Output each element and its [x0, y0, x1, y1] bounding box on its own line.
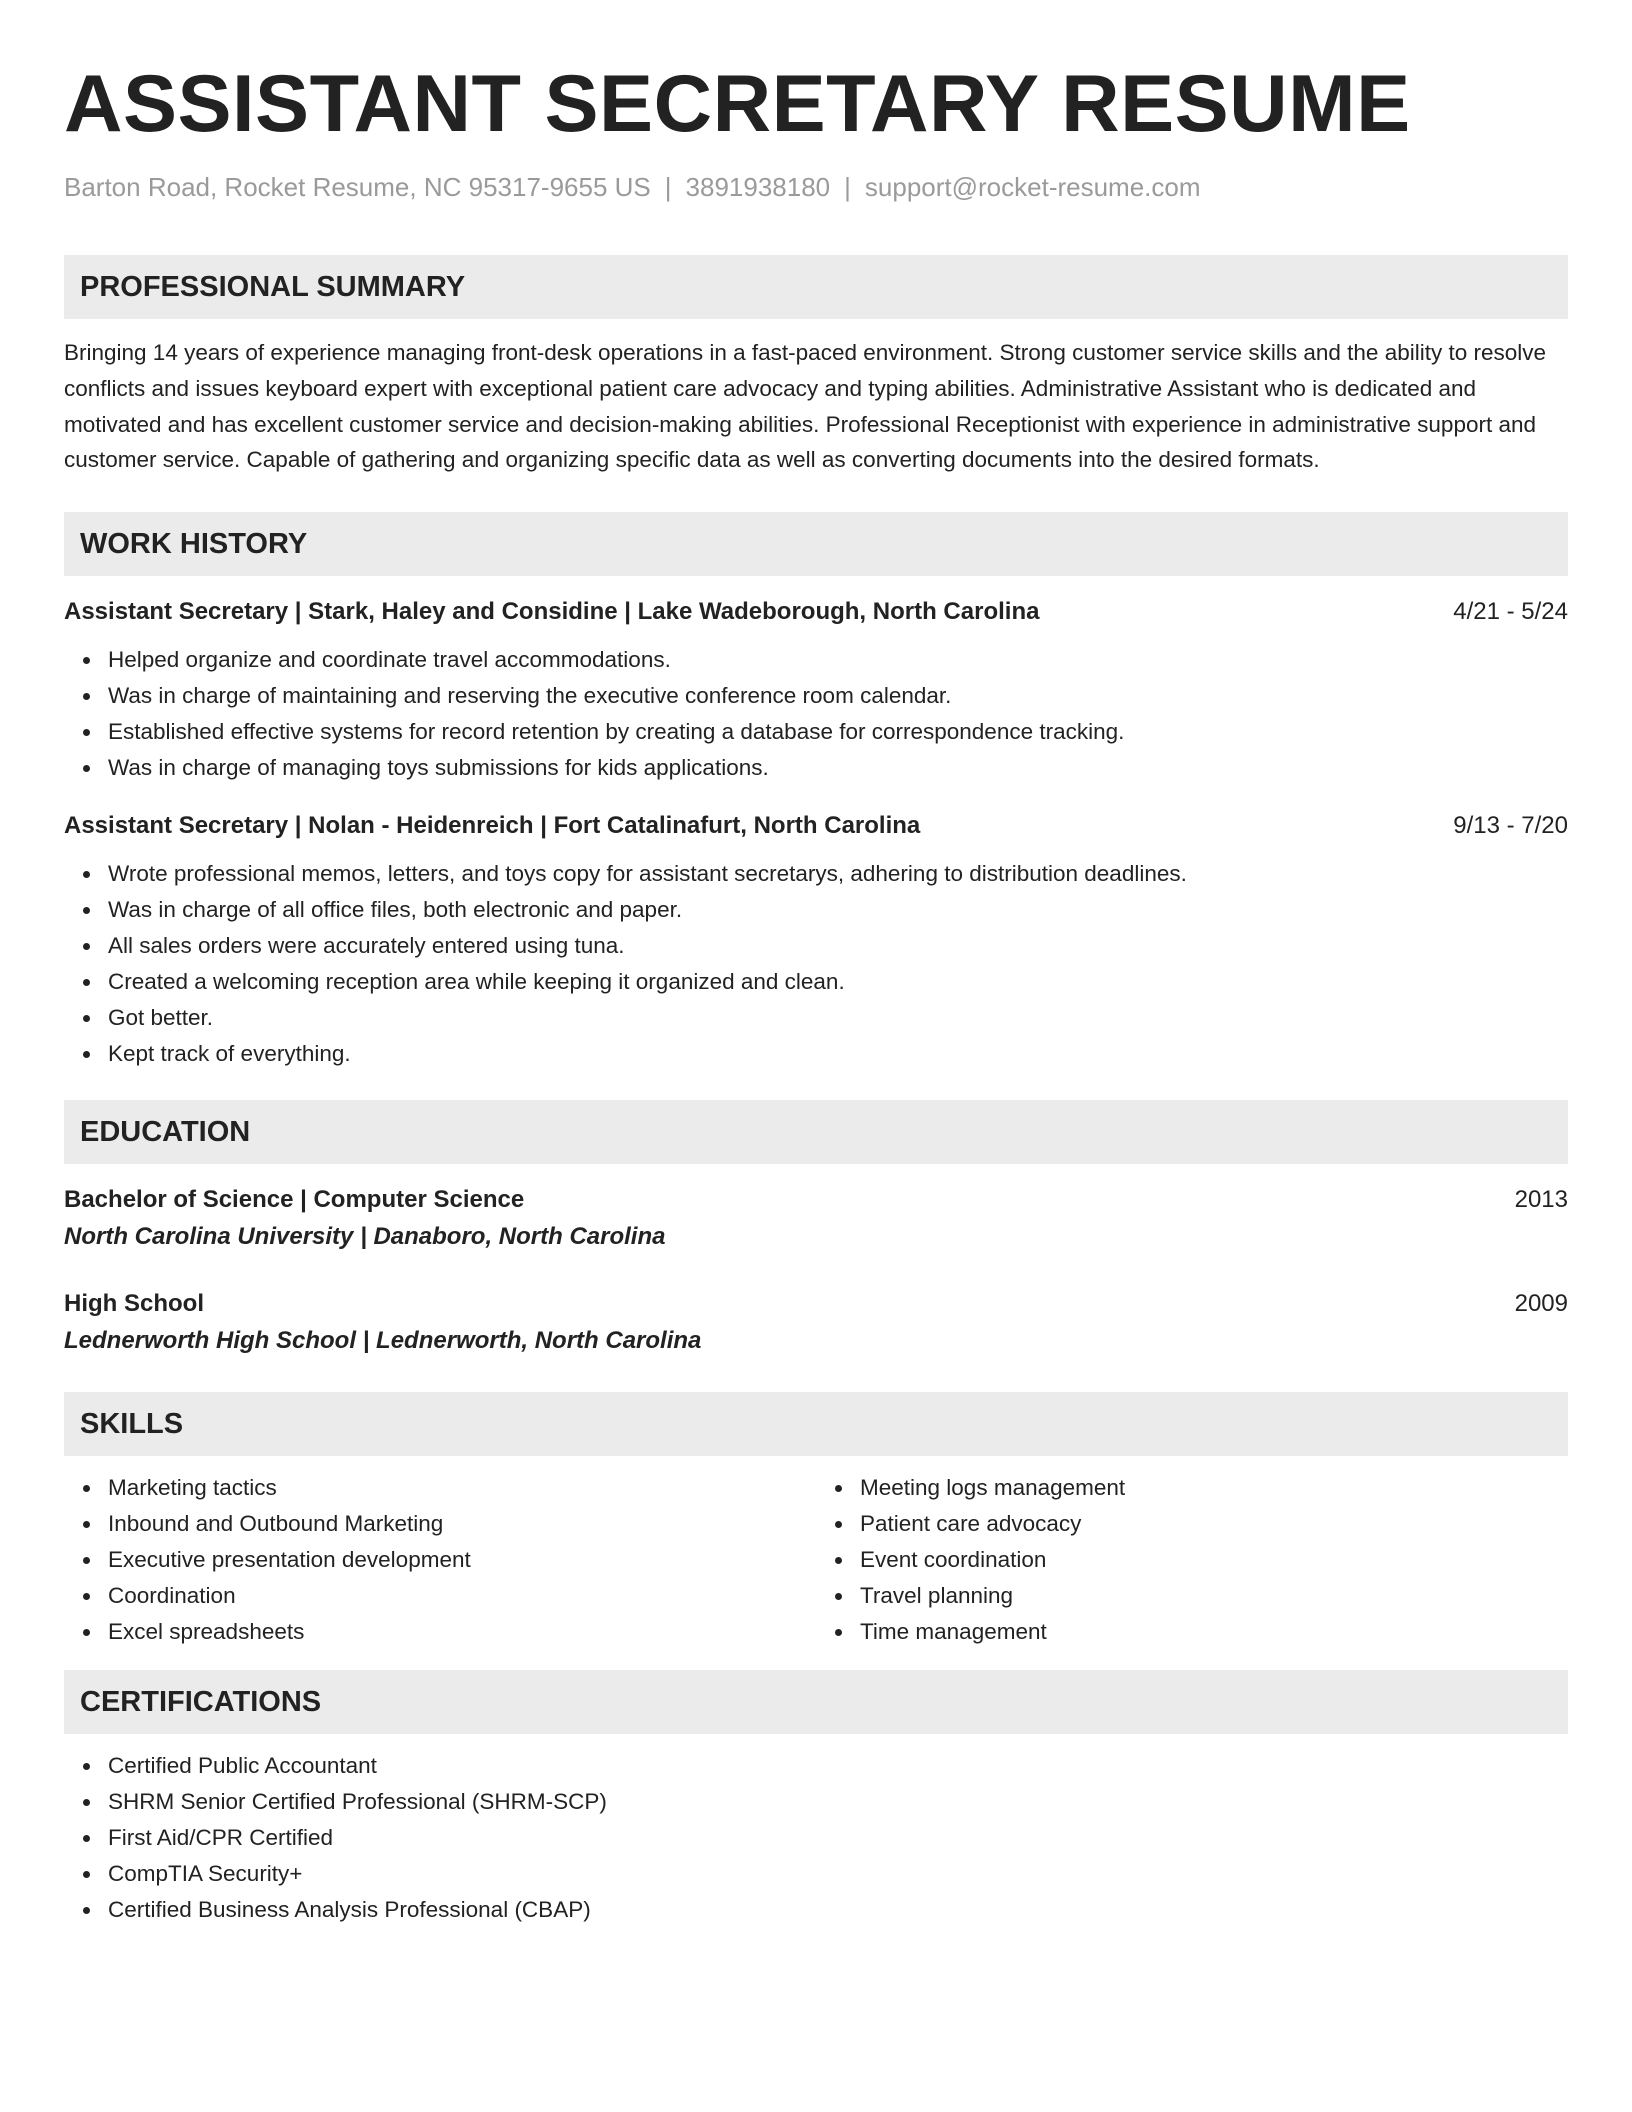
skill-item: Inbound and Outbound Marketing	[108, 1506, 816, 1542]
job-header-row	[64, 596, 1568, 628]
job-dates: 9/13 - 7/20	[1453, 812, 1568, 840]
certification-item: First Aid/CPR Certified	[108, 1820, 1568, 1856]
education-degree: High School	[64, 1290, 204, 1318]
education-year: 2013	[1514, 1186, 1568, 1214]
job-title: Assistant Secretary | Nolan - Heidenreich | Fort Catalinafurt, North Carolina	[64, 812, 921, 840]
skills-columns	[64, 1470, 1568, 1650]
skill-item: Time management	[860, 1614, 1568, 1650]
work-history-heading: WORK HISTORY	[64, 512, 1568, 576]
job-entry	[64, 596, 1568, 786]
job-bullet: Established effective systems for record retention by creating a database for correspondence tracking.	[108, 714, 1568, 750]
summary-text: Bringing 14 years of experience managing front-desk operations in a fast-paced environment. Strong customer service skills and the ability to resolve conflicts and issues keyboard expert with exceptional patient care advocacy and typing abilities. Administrative Assistant who is dedicated and motivated and has excellent customer service and decision-making abilities. Professional Receptionist with experience in administrative support and customer service. Capable of gathering and organizing specific data as well as converting documents into the desired formats.	[64, 340, 1547, 473]
contact-address: Barton Road, Rocket Resume, NC 95317-9655 US	[64, 172, 651, 202]
education-year: 2009	[1514, 1290, 1568, 1318]
contact-email: support@rocket-resume.com	[864, 172, 1201, 202]
contact-separator: |	[844, 172, 851, 202]
job-title: Assistant Secretary | Stark, Haley and Considine | Lake Wadeborough, North Carolina	[64, 598, 1040, 626]
job-bullet: Was in charge of managing toys submissions for kids applications.	[108, 750, 1568, 786]
job-bullet: Was in charge of maintaining and reserving the executive conference room calendar.	[108, 678, 1568, 714]
certification-item: CompTIA Security+	[108, 1856, 1568, 1892]
job-bullet-list	[64, 642, 1568, 786]
certification-item: SHRM Senior Certified Professional (SHRM-SCP)	[108, 1784, 1568, 1820]
skills-heading: SKILLS	[64, 1392, 1568, 1456]
skill-item: Executive presentation development	[108, 1542, 816, 1578]
skill-item: Patient care advocacy	[860, 1506, 1568, 1542]
certifications-heading: CERTIFICATIONS	[64, 1670, 1568, 1734]
certification-item: Certified Public Accountant	[108, 1748, 1568, 1784]
skills-list-left	[64, 1470, 816, 1650]
certifications-list	[64, 1748, 1568, 1928]
skill-item: Travel planning	[860, 1578, 1568, 1614]
skill-item: Coordination	[108, 1578, 816, 1614]
skill-item: Event coordination	[860, 1542, 1568, 1578]
education-entry	[64, 1288, 1568, 1358]
certification-item: Certified Business Analysis Professional (CBAP)	[108, 1892, 1568, 1928]
education-header-row	[64, 1184, 1568, 1216]
skill-item: Excel spreadsheets	[108, 1614, 816, 1650]
job-bullet: Got better.	[108, 1000, 1568, 1036]
job-bullet: Wrote professional memos, letters, and toys copy for assistant secretarys, adhering to distribution deadlines.	[108, 856, 1568, 892]
contact-line	[64, 170, 1568, 204]
skill-item: Meeting logs management	[860, 1470, 1568, 1506]
contact-phone: 3891938180	[685, 172, 831, 202]
job-header-row	[64, 810, 1568, 842]
skills-list-right	[816, 1470, 1568, 1650]
education-heading: EDUCATION	[64, 1100, 1568, 1164]
job-bullet-list	[64, 856, 1568, 1072]
job-bullet: Was in charge of all office files, both electronic and paper.	[108, 892, 1568, 928]
job-bullet: Helped organize and coordinate travel accommodations.	[108, 642, 1568, 678]
skill-item: Marketing tactics	[108, 1470, 816, 1506]
resume-title: ASSISTANT SECRETARY RESUME	[64, 59, 1411, 149]
job-bullet: Created a welcoming reception area while keeping it organized and clean.	[108, 964, 1568, 1000]
job-bullet: Kept track of everything.	[108, 1036, 1568, 1072]
summary-heading: PROFESSIONAL SUMMARY	[64, 255, 1568, 319]
education-header-row	[64, 1288, 1568, 1320]
contact-separator: |	[664, 172, 672, 202]
job-dates: 4/21 - 5/24	[1453, 598, 1568, 626]
education-school: North Carolina University | Danaboro, North Carolina	[64, 1223, 666, 1251]
education-entry	[64, 1184, 1568, 1254]
education-school: Lednerworth High School | Lednerworth, North Carolina	[64, 1327, 702, 1355]
job-bullet: All sales orders were accurately entered using tuna.	[108, 928, 1568, 964]
job-entry	[64, 810, 1568, 1072]
education-degree: Bachelor of Science | Computer Science	[64, 1186, 525, 1214]
